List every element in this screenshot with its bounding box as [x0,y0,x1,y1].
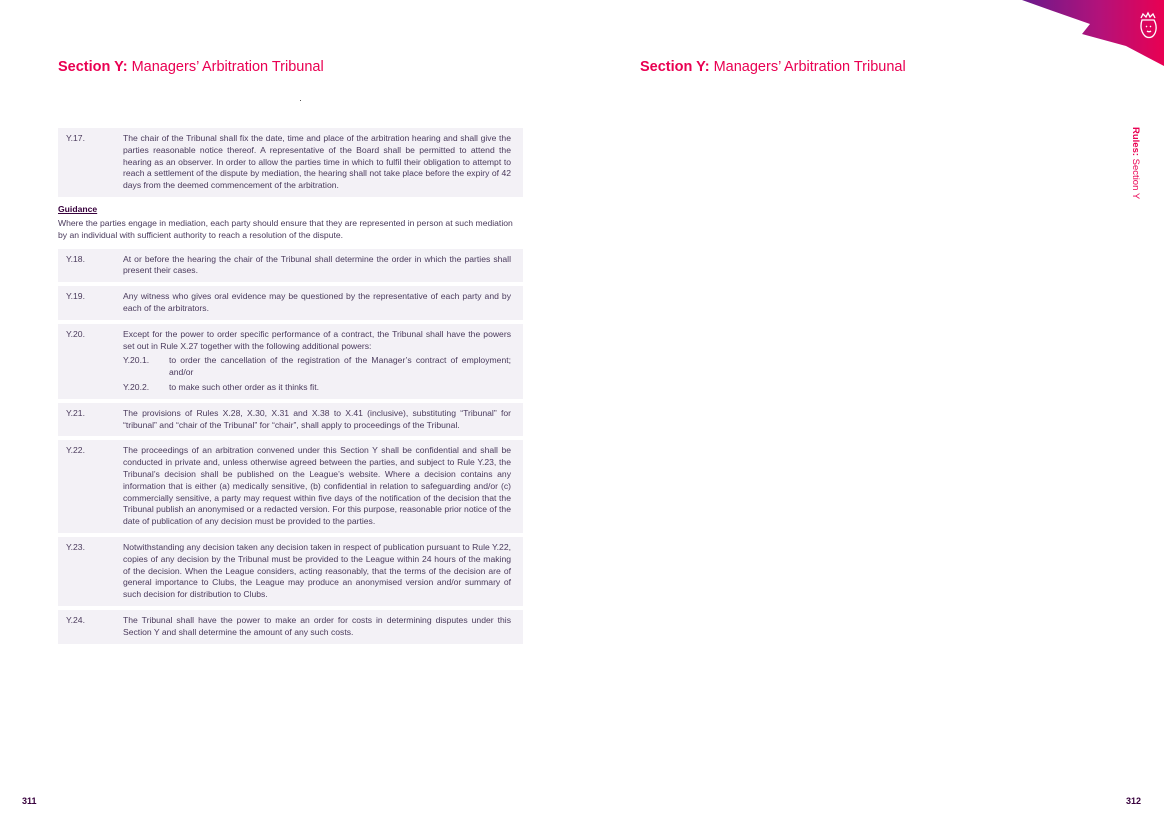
rule-body [123,408,511,432]
rule-number: Y.20. [66,328,85,339]
rule-row [58,537,523,606]
rule-text: The Tribunal shall have the power to make an order for costs in determining disputes under this Section Y and shall determine the amount of any such costs. [123,614,511,637]
rule-body [123,329,511,394]
side-tab-text: Section Y [1130,156,1141,200]
rules-list [58,249,523,644]
rule-text: Except for the power to order specific performance of a contract, the Tribunal shall have the powers set out in Rule X.27 together with the following additional powers: [123,328,511,351]
rule-text: Notwithstanding any decision taken any decision taken in respect of publication pursuant to Rule Y.22, copies of any decision by the Tribunal must be provided to the League within 24 hours of the making of the decision. When the League considers, acting reasonably, that the terms of the decision are of general importance to Clubs, the League may produce an anonymised version and/or summary of such decision for distribution to Clubs. [123,541,511,600]
stray-dot [300,100,301,101]
corner-brand-graphic [1014,0,1164,70]
rule-number: Y.21. [66,407,85,418]
section-title: Managers’ Arbitration Tribunal [709,59,906,75]
rules-column [58,128,523,648]
page-number-left: 311 [22,796,37,806]
section-header-left [58,59,324,75]
side-tab [1130,127,1141,199]
section-label: Section Y: [58,59,128,75]
sub-rule-number: Y.20.1. [123,355,150,366]
rule-row [58,610,523,644]
sub-rule-text: to make such other order as it thinks fit. [169,381,319,392]
guidance-text: Where the parties engage in mediation, each party should ensure that they are represented in person at such mediation by an individual with sufficient authority to reach a resolution of the dispute. [58,217,513,240]
sub-rule-row [123,382,511,394]
rule-number: Y.23. [66,541,85,552]
rule-body [123,254,511,278]
rule-row [58,403,523,437]
rule-row [58,249,523,283]
rule-text: Any witness who gives oral evidence may be questioned by the representative of each party and by each of the arbitrators. [123,291,511,313]
section-title: Managers’ Arbitration Tribunal [127,59,324,75]
rule-row [58,440,523,533]
rule-row [58,324,523,399]
sub-rule-number: Y.20.2. [123,381,150,392]
page-number-right: 312 [1126,796,1142,806]
rule-number: Y.18. [66,253,85,264]
side-tab-bold: Rules: [1130,127,1141,157]
rule-body [123,291,511,315]
section-label: Section Y: [640,59,710,75]
rule-text: At or before the hearing the chair of the Tribunal shall determine the order in which the parties shall present their cases. [123,253,511,276]
rule-text: The provisions of Rules X.28, X.30, X.31 and X.38 to X.41 (inclusive), substituting “Tribunal” for “tribunal” and “chair of the Tribunal” for “chair”, shall apply to proceedings of the Tribunal. [123,407,511,430]
rule-body [123,542,511,601]
rule-body [123,615,511,639]
rule-number: Y.19. [66,291,85,302]
rule-row [58,286,523,320]
sub-rule-text: to order the cancellation of the registration of the Manager’s contract of employment; and/or [169,355,511,378]
rule-number: Y.24. [66,614,85,625]
guidance-title: Guidance [58,203,98,214]
rule-text: The chair of the Tribunal shall fix the date, time and place of the arbitration hearing and shall give the parties reasonable notice thereof. A representative of the Board shall be permitted to attend the hearing as an observer. In order to allow the parties time in which to fulfil their obligation to attempt to reach a settlement of the dispute by mediation, the hearing shall not take place before the expiry of 42 days from the deemed commencement of the arbitration. [123,133,511,191]
rule-body [123,133,511,192]
rules-list [58,128,523,197]
sub-rule-row [123,355,511,379]
rule-text: The proceedings of an arbitration convened under this Section Y shall be confidential and shall be conducted in private and, unless otherwise agreed between the parties, and subject to Rule Y.23, the Tribunal’s decision shall be published on the League’s website. Where a decision contains any information that is either (a) medically sensitive, (b) confidential in relation to safeguarding and/or (c) commercially sensitive, a party may request within five days of the notification of the decision that the Tribunal publish an anonymised or a redacted version. For this purpose, reasonable prior notice of the date of publication of any decision must be provided to the parties. [123,445,511,527]
section-header-right [640,59,906,75]
rule-body [123,445,511,528]
rule-row [58,128,523,197]
rule-number: Y.22. [66,445,85,456]
rule-number: Y.17. [66,133,85,143]
